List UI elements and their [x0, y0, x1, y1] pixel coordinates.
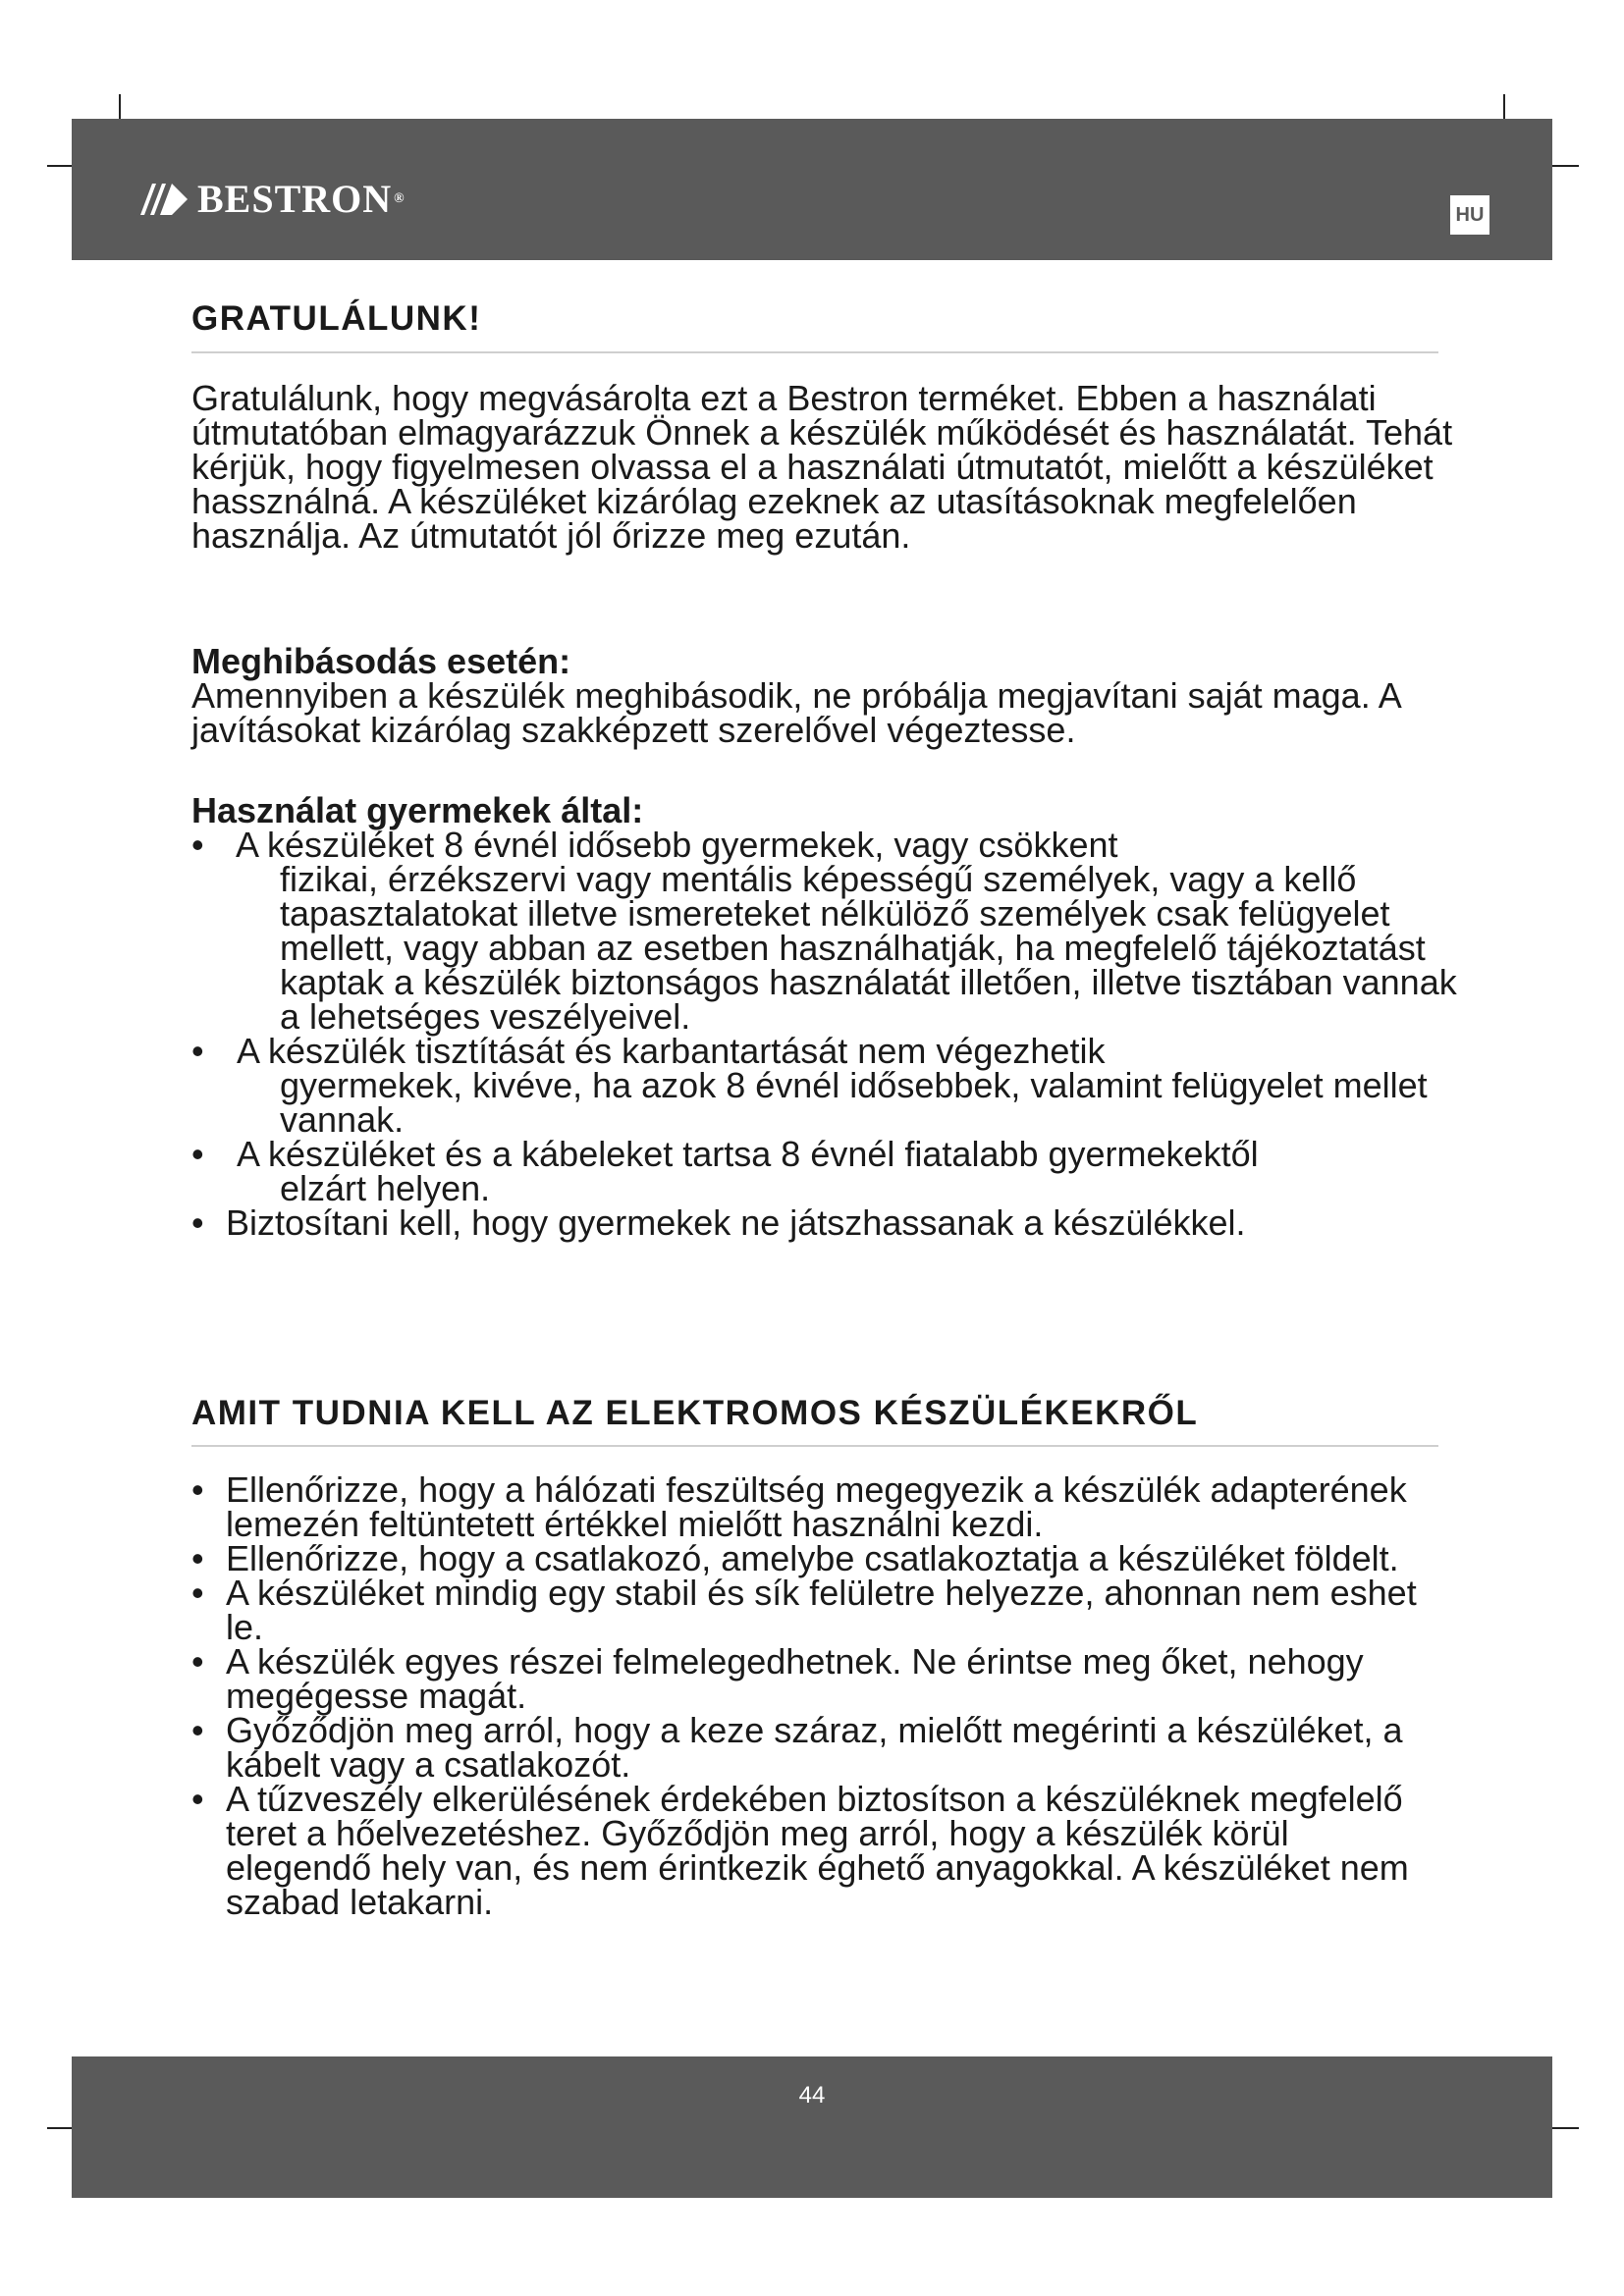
- chevrons-icon: [138, 182, 189, 217]
- title-divider: [191, 1445, 1438, 1447]
- bullet-icon: •: [191, 1710, 204, 1750]
- list-item-text: Ellenőrizze, hogy a hálózati feszültség megegyezik a készülék adapterének lemezén feltüntetett értékkel mielőtt használni kezdi.: [226, 1469, 1407, 1544]
- bullet-icon: •: [191, 1538, 204, 1578]
- bullet-icon: •: [191, 1202, 204, 1243]
- failure-heading: Meghibásodás esetén:: [191, 641, 571, 681]
- brand-logo: [138, 177, 406, 221]
- list-item: [191, 1710, 1429, 1785]
- bullet-icon: •: [191, 1134, 204, 1174]
- bullet-icon: •: [191, 825, 204, 865]
- language-badge: HU: [1450, 195, 1489, 235]
- list-item: [191, 1202, 1458, 1243]
- header-bar: [72, 119, 1552, 260]
- list-item: [191, 1134, 1458, 1208]
- list-item-text: Győződjön meg arról, hogy a keze száraz, mielőtt megérinti a készüléket, a kábelt vagy a csatlakozót.: [226, 1710, 1403, 1785]
- footer-bar: [72, 2056, 1552, 2198]
- children-heading: Használat gyermekek által:: [191, 790, 644, 830]
- failure-block: [191, 641, 1458, 750]
- children-list: [191, 825, 1458, 1243]
- list-item-rest: elzárt helyen.: [280, 1168, 491, 1208]
- list-item-text: A készüléket mindig egy stabil és sík felületre helyezze, ahonnan nem eshet le.: [226, 1573, 1417, 1647]
- bullet-icon: •: [191, 1469, 204, 1510]
- bullet-icon: •: [191, 1573, 204, 1613]
- list-item-text: A tűzveszély elkerülésének érdekében biztosítson a készüléknek megfelelő teret a hőelvezetéshez. Győződjön meg arról, hogy a készülék körül elegendő hely van, és nem érintkezik éghető anyagokkal. A készüléket nem szabad letakarni.: [226, 1779, 1409, 1922]
- intro-paragraph: [191, 378, 1458, 556]
- failure-text: Amennyiben a készülék meghibásodik, ne próbálja megjavítani saját maga. A javításokat kizárólag szakképzett szerelővel végeztesse.: [191, 675, 1400, 750]
- bullet-icon: •: [191, 1031, 204, 1071]
- section-title-congrats: GRATULÁLUNK!: [191, 299, 482, 338]
- title-divider: [191, 351, 1438, 353]
- list-item-text: A készülék egyes részei felmelegedhetnek. Ne érintse meg őket, nehogy megégesse magát.: [226, 1641, 1364, 1716]
- list-item: [191, 1031, 1458, 1140]
- list-item: [191, 1469, 1429, 1544]
- brand-name: BESTRON ®: [197, 177, 406, 221]
- list-item-first-line: A készüléket 8 évnél idősebb gyermekek, vagy csökkent: [236, 825, 1118, 865]
- list-item-first-line: Biztosítani kell, hogy gyermekek ne játszhassanak a készülékkel.: [226, 1202, 1246, 1243]
- list-item-first-line: A készüléket és a kábeleket tartsa 8 évnél fiatalabb gyermekektől: [237, 1134, 1259, 1174]
- children-block: [191, 790, 1458, 1243]
- list-item: [191, 1779, 1429, 1922]
- electrical-list: [191, 1469, 1429, 1922]
- list-item: [191, 1641, 1429, 1716]
- section-title-electrical: AMIT TUDNIA KELL AZ ELEKTROMOS KÉSZÜLÉKEKRŐL: [191, 1394, 1199, 1432]
- bullet-icon: •: [191, 1641, 204, 1682]
- list-item: [191, 1573, 1429, 1647]
- list-item-text: Ellenőrizze, hogy a csatlakozó, amelybe csatlakoztatja a készüléket földelt.: [226, 1538, 1399, 1578]
- list-item: [191, 825, 1458, 1037]
- list-item-rest: fizikai, érzékszervi vagy mentális képességű személyek, vagy a kellő tapasztalatokat illetve ismereteket nélkülöző személyek csak felügyelet mellett, vagy abban az esetben használhatják, ha megfelelő tájékoztatást kaptak a készülék biztonságos használatát illetően, illetve tisztában vannak a lehetséges veszélyeivel.: [280, 859, 1457, 1037]
- list-item-first-line: A készülék tisztítását és karbantartását nem végezhetik: [237, 1031, 1106, 1071]
- electrical-block: [191, 1469, 1429, 1922]
- list-item: [191, 1538, 1429, 1578]
- bullet-icon: •: [191, 1779, 204, 1819]
- list-item-rest: gyermekek, kivéve, ha azok 8 évnél idősebbek, valamint felügyelet mellet vannak.: [280, 1065, 1428, 1140]
- page-number: 44: [798, 2082, 826, 2109]
- intro-text: Gratulálunk, hogy megvásárolta ezt a Bestron terméket. Ebben a használati útmutatóban elmagyarázzuk Önnek a készülék működését és használatát. Tehát kérjük, hogy figyelmesen olvassa el a használati útmutatót, mielőtt a készüléket hassználná. A készüléket kizárólag ezeknek az utasításoknak megfelelően használja. Az útmutatót jól őrizze meg ezután.: [191, 378, 1453, 556]
